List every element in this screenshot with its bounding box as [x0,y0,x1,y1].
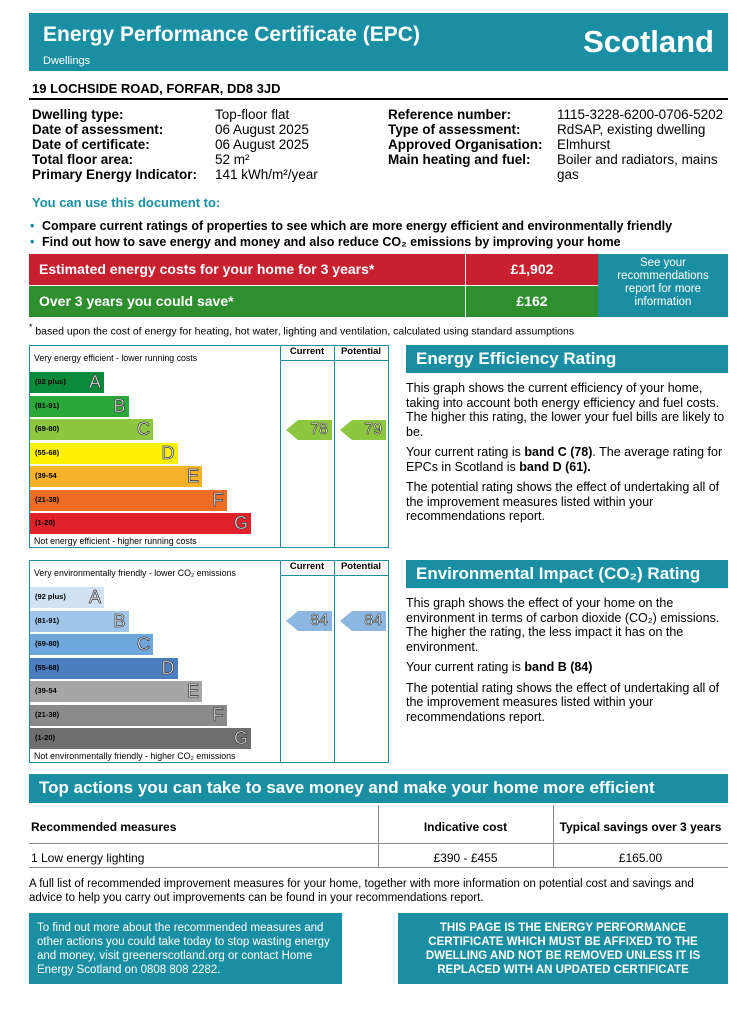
band-letter: C [137,419,150,439]
see-recommendations-box: See your recommendations report for more information [598,254,728,317]
savings-header: Typical savings over 3 years [559,820,722,834]
text: Your current rating is [406,660,525,674]
bullet-icon: • [30,235,35,249]
band-range: (55-68) [35,447,60,457]
eir-potential-paragraph: The potential rating shows the effect of undertaking all of the improvement measures listed within your recommendations report. [406,680,720,724]
bullet-icon: • [30,219,35,233]
eir-heading: Environmental Impact (CO₂) Rating [406,560,728,588]
current-header: Current [289,561,325,572]
current-rating-value: 84 [310,612,328,629]
band-e [30,466,202,487]
potential-header: Potential [340,346,382,357]
footnote-mark: * [29,322,33,332]
band-letter: B [113,610,126,631]
environmental-impact-chart [29,560,389,763]
potential-rating-pointer [340,611,386,631]
band-letter: G [233,513,248,533]
eer-heading: Energy Efficiency Rating [406,345,728,373]
eer-text [406,381,728,530]
advice-box: To find out more about the recommended measures and other actions you could take today to stop wasting energy and money, visit greenerscotland.org or contact Home Energy Scotland on 0808 808 2282. [29,913,342,984]
band-letter: F [212,704,224,725]
band-range: (92 plus) [35,377,66,386]
detail-key: Dwelling type: [32,107,124,122]
eer-potential-paragraph: The potential rating shows the effect of undertaking all of the improvement measures listed within your recommendations report. [406,480,720,523]
band-range: (21-38) [35,494,60,504]
header-divider [280,360,388,361]
current-rating-pointer [286,420,332,440]
average-band-text: band D (61). [519,459,591,474]
measures-header: Recommended measures [31,820,177,834]
estimated-cost-value: £1,902 [466,254,598,285]
top-actions-heading: Top actions you can take to save money and make your home more efficient [29,774,728,803]
eir-text [406,596,728,730]
current-rating-value: 78 [310,420,328,438]
table-divider [29,843,728,844]
band-range: (69-80) [35,424,60,433]
band-c [30,634,153,655]
band-letter: E [186,681,199,701]
column-divider [280,561,281,762]
band-range: (81-91) [35,615,60,625]
certificate-title: Energy Performance Certificate (EPC) [43,23,420,46]
details-left [32,107,318,182]
estimated-cost-label: Estimated energy costs for your home for 3 years* [29,254,465,285]
detail-key: Approved Organisation: [388,137,543,152]
detail-value: 52 m² [215,152,250,167]
band-letter: D [161,657,175,678]
column-divider [280,346,281,547]
band-letter: A [88,372,101,392]
details-right [388,107,729,182]
epc-header [29,13,728,71]
detail-key: Reference number: [388,107,512,122]
address-divider [29,98,728,100]
detail-value: 1115-3228-6200-0706-5202 [557,107,724,122]
detail-key: Total floor area: [32,152,134,167]
band-range: (39-54 [35,471,57,480]
potential-rating-value: 79 [364,420,382,438]
band-d [30,658,178,679]
bullet-text: Compare current ratings of properties to see which are more energy efficient and environmentally friendly [42,219,673,233]
table-divider [29,867,728,868]
band-b [30,611,129,632]
cost-cell: £390 - £455 [433,851,498,865]
cost-header: Indicative cost [423,820,508,834]
band-range: (92 plus) [35,592,66,601]
band-range: (69-80) [35,639,60,648]
detail-key: Primary Energy Indicator: [32,167,198,182]
current-band-text: band B (84) [524,660,593,674]
eir-current-paragraph [406,660,728,675]
band-letter: B [113,395,126,416]
header-divider [280,575,388,576]
energy-efficiency-chart [29,345,389,548]
band-range: (39-54 [35,686,57,695]
recommendations-table [29,805,728,868]
eer-paragraph: This graph shows the current efficiency of your home, taking into account both energy efficiency and fuel costs. The higher this rating, the lower your fuel bills are likely to be. [406,381,725,439]
cost-footnote [29,322,574,338]
band-letter: A [88,587,101,607]
footnote-text: based upon the cost of energy for heating, hot water, lighting and ventilation, calculated using standard assumptions [35,325,575,338]
eir-paragraph: This graph shows the effect of your home on the environment in terms of carbon dioxide (CO₂) emissions. The higher the rating, the less impact it has on the environment. [406,596,720,654]
detail-key: Date of assessment: [32,122,164,137]
text: Your current rating is [406,445,525,459]
band-c [30,419,153,440]
potential-header: Potential [340,561,382,572]
column-divider [334,561,335,762]
savings-label: Over 3 years you could save* [29,286,465,317]
savings-value: £162 [466,286,598,317]
chart-bottom-label: Not energy efficient - higher running costs [34,536,197,546]
band-range: (55-68) [35,662,60,672]
potential-rating-value: 84 [364,612,382,629]
savings-cell: £165.00 [618,851,663,865]
country-label: Scotland [583,24,714,59]
chart-bottom-label: Not environmentally friendly - higher CO₂ emissions [34,751,236,761]
eer-current-paragraph [406,445,728,474]
band-d [30,443,178,464]
potential-rating-pointer [340,420,386,440]
detail-value: Boiler and radiators, mains gas [557,152,718,182]
band-letter: F [212,489,224,510]
property-address: 19 LOCHSIDE ROAD, FORFAR, DD8 3JD [32,81,281,96]
detail-value: 06 August 2025 [215,122,309,137]
bullet-text: Find out how to save energy and money and also reduce CO₂ emissions by improving your home [42,235,621,249]
band-f [30,705,227,726]
detail-key: Type of assessment: [388,122,521,137]
band-f [30,490,227,511]
band-range: (81-91) [35,400,60,410]
use-bullets [30,218,672,250]
detail-value: 06 August 2025 [215,137,309,152]
detail-key: Date of certificate: [32,137,150,152]
detail-value: Elmhurst [557,137,611,152]
detail-key: Main heating and fuel: [388,152,531,167]
band-a [30,372,104,393]
band-letter: C [137,634,150,654]
chart-top-label: Very energy efficient - lower running costs [34,353,198,363]
detail-value: 141 kWh/m²/year [215,167,318,182]
band-range: (1-20) [35,733,56,742]
chart-top-label: Very environmentally friendly - lower CO₂ emissions [34,568,236,578]
band-range: (21-38) [35,709,60,719]
measure-cell: 1 Low energy lighting [31,851,145,865]
full-list-note: A full list of recommended improvement measures for your home, together with more information on potential cost and savings and advice to help you carry out improvements can be found in your recommendations report. [29,878,694,904]
use-document-heading: You can use this document to: [32,195,221,210]
band-a [30,587,104,608]
band-letter: D [161,442,175,463]
band-b [30,396,129,417]
band-e [30,681,202,702]
current-rating-pointer [286,611,332,631]
band-g [30,728,251,749]
column-divider [334,346,335,547]
band-range: (1-20) [35,518,56,527]
affix-notice-box: THIS PAGE IS THE ENERGY PERFORMANCE CERTIFICATE WHICH MUST BE AFFIXED TO THE DWELLING AND NOT BE REMOVED UNLESS IT IS REPLACED WITH AN UPDATED CERTIFICATE [398,913,728,984]
band-letter: E [186,466,199,486]
band-g [30,513,251,534]
current-band-text: band C (78) [524,445,593,459]
detail-value: RdSAP, existing dwelling [557,122,706,137]
current-header: Current [289,346,325,357]
band-letter: G [233,728,248,748]
certificate-subtitle: Dwellings [43,55,91,67]
detail-value: Top-floor flat [215,107,290,122]
text: . The average rating for EPCs in Scotland is [406,445,723,474]
